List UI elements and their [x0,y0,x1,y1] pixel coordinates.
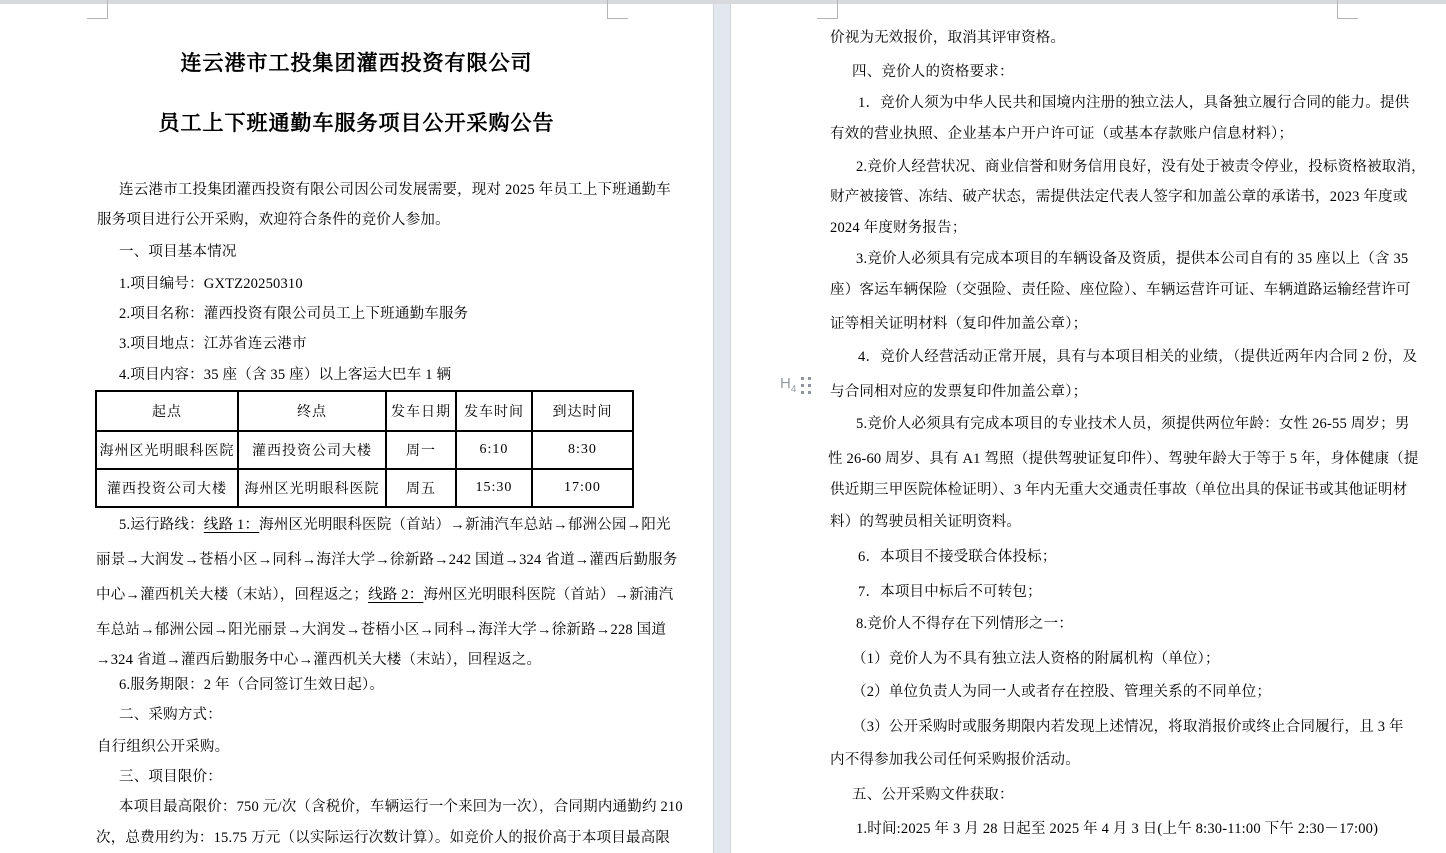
text-line: 5.运行路线：线路 1：海州区光明眼科医院（首站）→新浦汽车总站→郁洲公园→阳光 [119,517,671,533]
text-line: 3.竞价人必须具有完成本项目的车辆设备及资质，提供本公司自有的 35 座以上（含 35 [856,251,1409,267]
text-line: 1.项目编号：GXTZ20250310 [119,276,303,292]
text-line: 五、公开采购文件获取： [852,787,1014,803]
text-line: 料）的驾驶员相关证明资料。 [830,514,1022,530]
text-line: 三、项目限价： [119,769,222,785]
crop-mark-left-page-top-left [87,0,108,19]
text-line: 4．竞价人经营活动正常开展，具有与本项目相关的业绩，（提供近两年内合同 2 份，及 [858,349,1418,365]
text-line: 有效的营业执照、企业基本户开户许可证（或基本存款账户信息材料）； [830,126,1294,142]
text-line: 四、竞价人的资格要求： [852,64,1014,80]
text-line: 3.项目地点：江苏省连云港市 [119,336,307,352]
crop-mark-right-page-top-right [1337,0,1358,19]
text-line: 丽景→大润发→苍梧小区→同科→海洋大学→徐新路→242 国道→324 省道→灌西后勤服务 [96,552,678,568]
text-line: 7．本项目中标后不可转包； [858,584,1042,600]
table-header-cell: 终点 [238,391,386,431]
table-cell: 8:30 [532,431,633,469]
text-line: （1）竞价人为不具有独立法人资格的附属机构（单位）； [852,651,1220,667]
text-line: 8.竞价人不得存在下列情形之一： [856,616,1074,632]
text-line: 一、项目基本情况 [119,244,237,260]
text-line: 2024 年度财务报告； [830,220,967,236]
text-line: 二、采购方式： [119,707,222,723]
table-header-cell: 发车日期 [386,391,456,431]
table-row [96,431,633,469]
text-line: 2.竞价人经营状况、商业信誉和财务信用良好，没有处于被责令停业，投标资格被取消， [856,159,1426,175]
crop-mark-left-page-top-right [607,0,628,19]
text-line: 内不得参加我公司任何采购报价活动。 [830,752,1080,768]
table-cell: 灌西投资公司大楼 [238,431,386,469]
document-title-announcement: 员工上下班通勤车服务项目公开采购公告 [158,111,555,135]
table-cell: 灌西投资公司大楼 [96,469,238,507]
page-gap [713,4,731,853]
text-line: →324 省道→灌西后勤服务中心→灌西机关大楼（末站），回程返之。 [96,652,542,668]
text-line: 座）客运车辆保险（交强险、责任险、座位险）、车辆运营许可证、车辆道路运输经营许可 [830,282,1411,298]
table-header-cell: 起点 [96,391,238,431]
text-line: 5.竞价人必须具有完成本项目的专业技术人员，须提供两位年龄：女性 26-55 周岁；男 [856,416,1410,432]
text-line: 自行组织公开采购。 [97,739,230,755]
text-line: 6.服务期限：2 年（合同签订生效日起）。 [119,677,385,693]
bus-schedule-table [95,390,634,508]
text-line: 本项目最高限价：750 元/次（含税价，车辆运行一个来回为一次），合同期内通勤约 210 [119,799,683,815]
text-line: 4.项目内容：35 座（含 35 座）以上客运大巴车 1 辆 [119,367,452,383]
table-row [96,469,633,507]
table-cell: 周五 [386,469,456,507]
text-line: 车总站→郁洲公园→阳光丽景→大润发→苍梧小区→同科→海洋大学→徐新路→228 国道 [96,622,667,638]
text-line: 连云港市工投集团灌西投资有限公司因公司发展需要，现对 2025 年员工上下班通勤车 [119,182,671,198]
text-line: 证等相关证明材料（复印件加盖公章）； [830,316,1088,332]
text-line: 中心→灌西机关大楼（末站），回程返之；线路 2：海州区光明眼科医院（首站）→新浦汽 [96,587,674,603]
crop-mark-right-page-top-left [817,0,838,19]
text-line: 财产被接管、冻结、破产状态，需提供法定代表人签字和加盖公章的承诺书，2023 年度或 [830,189,1408,205]
text-line: 6．本项目不接受联合体投标； [858,549,1057,565]
text-line: 次，总费用约为：15.75 万元（以实际运行次数计算）。如竞价人的报价高于本项目最高限 [96,830,671,846]
table-header-cell: 发车时间 [456,391,532,431]
table-header-row [96,391,633,431]
table-cell: 海州区光明眼科医院 [96,431,238,469]
text-line: 2.项目名称：灌西投资有限公司员工上下班通勤车服务 [119,306,469,322]
table-cell: 周一 [386,431,456,469]
text-line: 服务项目进行公开采购，欢迎符合条件的竞价人参加。 [97,212,450,228]
heading-level-marker: $H_4$ [780,375,797,395]
text-line: 性 26-60 周岁、具有 A1 驾照（提供驾驶证复印件）、驾驶年龄大于等于 5 年，身体健康（提 [828,451,1419,467]
text-line: （3）公开采购时或服务期限内若发现上述情况，将取消报价或终止合同履行，且 3 年 [852,719,1404,735]
document-title-company: 连云港市工投集团灌西投资有限公司 [180,51,533,75]
table-cell: 15:30 [456,469,532,507]
text-line: 与合同相对应的发票复印件加盖公章）； [830,384,1088,400]
text-line: 1．竞价人须为中华人民共和国境内注册的独立法人，具备独立履行合同的能力。提供 [858,95,1410,111]
text-line: （2）单位负责人为同一人或者存在控股、管理关系的不同单位； [852,684,1272,700]
drag-handle-dots-icon[interactable] [801,377,804,380]
text-line: 1.时间:2025 年 3 月 28 日起至 2025 年 4 月 3 日(上午 8:30-11:00 下午 2:30－17:00) [856,821,1379,837]
text-line: 供近期三甲医院体检证明）、3 年内无重大交通责任事故（单位出具的保证书或其他证明材 [830,482,1408,498]
table-cell: 17:00 [532,469,633,507]
table-cell: 6:10 [456,431,532,469]
table-cell: 海州区光明眼科医院 [238,469,386,507]
table-header-cell: 到达时间 [532,391,633,431]
text-line: 价视为无效报价，取消其评审资格。 [830,30,1066,46]
